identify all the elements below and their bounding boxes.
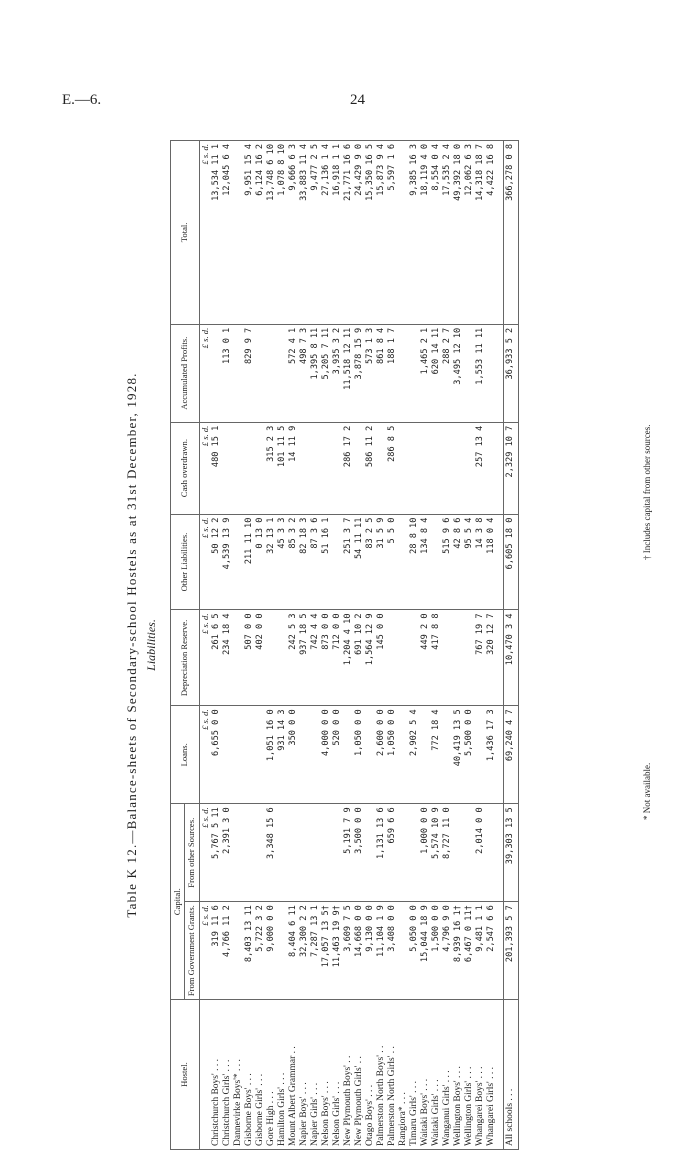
- value-cell: 873 0 0: [321, 610, 332, 706]
- value-cell: [332, 804, 343, 902]
- value-cell: 12,045 6 4: [222, 141, 233, 325]
- value-cell: 118 0 4: [486, 514, 497, 610]
- value-cell: 286 17 2: [343, 422, 354, 514]
- value-cell: 9,385 16 3: [409, 141, 420, 325]
- value-cell: 586 11 2: [365, 422, 376, 514]
- value-cell: [277, 804, 288, 902]
- value-cell: [233, 514, 244, 610]
- value-cell: 320 12 7: [486, 610, 497, 706]
- value-cell: 83 2 5: [365, 514, 376, 610]
- value-cell: 350 0 0: [288, 706, 299, 804]
- value-cell: [398, 902, 409, 1000]
- col-other-liabilities-header: Other Liabilities.: [171, 514, 200, 610]
- value-cell: [486, 324, 497, 422]
- value-cell: [431, 514, 442, 610]
- hostel-name: All schools . . .: [503, 1000, 518, 1150]
- hostel-name: Gisborne Girls' . . .: [255, 1000, 266, 1150]
- hostel-name: Hamilton Girls' . . .: [277, 1000, 288, 1150]
- value-cell: 402 0 0: [255, 610, 266, 706]
- units-row: [199, 141, 211, 1150]
- value-cell: 520 0 0: [332, 706, 343, 804]
- value-cell: 14 3 8: [475, 514, 486, 610]
- value-cell: 572 4 1: [288, 324, 299, 422]
- value-cell: 8,727 11 0: [442, 804, 453, 902]
- value-cell: 498 7 3: [299, 324, 310, 422]
- value-cell: [486, 804, 497, 902]
- value-cell: 8,403 13 11: [244, 902, 255, 1000]
- table-row: [299, 141, 310, 1150]
- value-cell: 40,419 13 5: [453, 706, 464, 804]
- hostel-name: Napier Girls' . . .: [310, 1000, 321, 1150]
- value-cell: 21,771 16 6: [343, 141, 354, 325]
- value-cell: 286 8 5: [387, 422, 398, 514]
- value-cell: [475, 706, 486, 804]
- value-cell: 861 8 4: [376, 324, 387, 422]
- hostel-name: Wellington Girls' . . .: [464, 1000, 475, 1150]
- value-cell: [222, 422, 233, 514]
- value-cell: 2,014 0 0: [475, 804, 486, 902]
- table-row: [453, 141, 464, 1150]
- hostel-name: Christchurch Boys' . . .: [211, 1000, 222, 1150]
- value-cell: [387, 610, 398, 706]
- value-cell: 5 5 0: [387, 514, 398, 610]
- value-cell: 85 3 2: [288, 514, 299, 610]
- value-cell: 417 8 8: [431, 610, 442, 706]
- value-cell: 3,348 15 6: [266, 804, 277, 902]
- value-cell: [266, 324, 277, 422]
- value-cell: [277, 324, 288, 422]
- unit-cell: £ s. d.: [199, 141, 211, 325]
- value-cell: 113 0 1: [222, 324, 233, 422]
- rotated-table-block: [110, 140, 670, 1150]
- value-cell: 1,078 8 10: [277, 141, 288, 325]
- value-cell: [442, 422, 453, 514]
- value-cell: 5,597 1 6: [387, 141, 398, 325]
- hostel-name: Gisborne Boys' . . .: [244, 1000, 255, 1150]
- value-cell: 49,392 18 0: [453, 141, 464, 325]
- value-cell: 3,495 12 10: [453, 324, 464, 422]
- value-cell: [310, 422, 321, 514]
- value-cell: [233, 422, 244, 514]
- value-cell: [398, 324, 409, 422]
- hostel-name: Christchurch Girls' . . .: [222, 1000, 233, 1150]
- unit-cell: £ s. d.: [199, 610, 211, 706]
- hostel-name: Gore High . . .: [266, 1000, 277, 1150]
- value-cell: 3,500 0 0: [354, 804, 365, 902]
- value-cell: 39,303 13 5: [503, 804, 518, 902]
- value-cell: [365, 706, 376, 804]
- value-cell: 45 3 3: [277, 514, 288, 610]
- value-cell: [233, 141, 244, 325]
- table-row: [233, 141, 244, 1150]
- value-cell: 288 2 7: [442, 324, 453, 422]
- value-cell: [431, 422, 442, 514]
- value-cell: 1,465 2 1: [420, 324, 431, 422]
- value-cell: [255, 324, 266, 422]
- document-reference: E.—6.: [62, 92, 102, 108]
- value-cell: [233, 324, 244, 422]
- value-cell: [211, 324, 222, 422]
- value-cell: 767 19 7: [475, 610, 486, 706]
- value-cell: 234 18 4: [222, 610, 233, 706]
- value-cell: 188 1 7: [387, 324, 398, 422]
- table-row: [431, 141, 442, 1150]
- table-row: [277, 141, 288, 1150]
- value-cell: 10,470 3 4: [503, 610, 518, 706]
- hostel-name: Mount Albert Grammar . .: [288, 1000, 299, 1150]
- value-cell: 6,605 18 0: [503, 514, 518, 610]
- table-row: [255, 141, 266, 1150]
- value-cell: [464, 804, 475, 902]
- value-cell: 242 5 3: [288, 610, 299, 706]
- hostel-name: Otago Boys' . . .: [365, 1000, 376, 1150]
- col-cash-overdrawn-header: Cash overdrawn.: [171, 422, 200, 514]
- value-cell: 4,766 11 2: [222, 902, 233, 1000]
- hostel-name: Waitaki Girls' . . .: [431, 1000, 442, 1150]
- value-cell: [409, 610, 420, 706]
- value-cell: [398, 514, 409, 610]
- table-title: Table K 12.—Balance-sheets of Secondary-school Hostels as at 31st December, 1928.: [124, 372, 139, 918]
- value-cell: 33,883 11 4: [299, 141, 310, 325]
- unit-cell: £ s. d.: [199, 514, 211, 610]
- value-cell: [233, 804, 244, 902]
- value-cell: [277, 610, 288, 706]
- value-cell: 712 0 0: [332, 610, 343, 706]
- value-cell: [244, 706, 255, 804]
- value-cell: [244, 422, 255, 514]
- value-cell: 3,935 3 2: [332, 324, 343, 422]
- value-cell: 931 14 3: [277, 706, 288, 804]
- table-row: [464, 141, 475, 1150]
- table-row: [354, 141, 365, 1150]
- value-cell: [244, 804, 255, 902]
- col-gov-grants-header: From Government Grants.: [185, 902, 199, 1000]
- value-cell: 31 5 9: [376, 514, 387, 610]
- value-cell: 1,204 4 10: [343, 610, 354, 706]
- value-cell: 3,878 15 9: [354, 324, 365, 422]
- value-cell: 134 8 4: [420, 514, 431, 610]
- value-cell: [321, 422, 332, 514]
- value-cell: 3,609 7 5: [343, 902, 354, 1000]
- hostel-name: Nelson Boys' . . .: [321, 1000, 332, 1150]
- table-row: [420, 141, 431, 1150]
- value-cell: 261 6 5: [211, 610, 222, 706]
- value-cell: [299, 422, 310, 514]
- value-cell: 8,554 0 4: [431, 141, 442, 325]
- value-cell: 315 2 3: [266, 422, 277, 514]
- value-cell: 14 11 9: [288, 422, 299, 514]
- hostel-name: Whangarei Girls' . . .: [486, 1000, 497, 1150]
- value-cell: [255, 706, 266, 804]
- hostel-name: Dannevirke Boys'* . . .: [233, 1000, 244, 1150]
- hostel-name: Wellington Boys' . . .: [453, 1000, 464, 1150]
- value-cell: [321, 804, 332, 902]
- table-row: [442, 141, 453, 1150]
- value-cell: 5,500 0 0: [464, 706, 475, 804]
- total-row: [503, 141, 518, 1150]
- unit-cell: £ s. d.: [199, 324, 211, 422]
- liabilities-table: [170, 140, 519, 1150]
- value-cell: 9,951 15 4: [244, 141, 255, 325]
- value-cell: 507 0 0: [244, 610, 255, 706]
- value-cell: [222, 706, 233, 804]
- value-cell: 14,668 0 0: [354, 902, 365, 1000]
- value-cell: [343, 706, 354, 804]
- unit-cell: £ s. d.: [199, 422, 211, 514]
- value-cell: 15,873 9 4: [376, 141, 387, 325]
- table-row: [365, 141, 376, 1150]
- value-cell: 87 3 6: [310, 514, 321, 610]
- value-cell: 95 5 4: [464, 514, 475, 610]
- value-cell: 5,205 7 11: [321, 324, 332, 422]
- value-cell: 32,300 2 2: [299, 902, 310, 1000]
- table-row: [288, 141, 299, 1150]
- hostel-name: Timaru Girls' . . .: [409, 1000, 420, 1150]
- value-cell: 829 9 7: [244, 324, 255, 422]
- table-subtitle: Liabilities.: [144, 619, 158, 671]
- value-cell: [365, 804, 376, 902]
- value-cell: 659 6 6: [387, 804, 398, 902]
- value-cell: [442, 706, 453, 804]
- table-row: [266, 141, 277, 1150]
- value-cell: [255, 422, 266, 514]
- value-cell: 2,902 5 4: [409, 706, 420, 804]
- col-accumulated-profits-header: Accumulated Profits.: [171, 324, 200, 422]
- value-cell: 8,939 16 1†: [453, 902, 464, 1000]
- value-cell: 11,463 19 9†: [332, 902, 343, 1000]
- value-cell: 211 11 10: [244, 514, 255, 610]
- value-cell: 4,000 0 0: [321, 706, 332, 804]
- table-row: [211, 141, 222, 1150]
- value-cell: 251 3 7: [343, 514, 354, 610]
- value-cell: 1,500 0 0: [431, 902, 442, 1000]
- value-cell: 101 11 5: [277, 422, 288, 514]
- value-cell: 6,124 16 2: [255, 141, 266, 325]
- value-cell: 4,539 13 9: [222, 514, 233, 610]
- value-cell: 9,130 0 0: [365, 902, 376, 1000]
- value-cell: 54 11 11: [354, 514, 365, 610]
- value-cell: 691 10 2: [354, 610, 365, 706]
- value-cell: 9,000 0 0: [266, 902, 277, 1000]
- value-cell: 11,104 1 9: [376, 902, 387, 1000]
- value-cell: 1,553 11 11: [475, 324, 486, 422]
- value-cell: 2,391 3 0: [222, 804, 233, 902]
- value-cell: [233, 706, 244, 804]
- value-cell: 1,564 12 9: [365, 610, 376, 706]
- value-cell: 14,318 18 7: [475, 141, 486, 325]
- value-cell: 16,918 1 1: [332, 141, 343, 325]
- value-cell: [398, 706, 409, 804]
- value-cell: 8,404 6 11: [288, 902, 299, 1000]
- value-cell: 5,574 10 9: [431, 804, 442, 902]
- value-cell: [266, 610, 277, 706]
- value-cell: 1,436 17 3: [486, 706, 497, 804]
- footnote-not-available: * Not available.: [642, 762, 652, 820]
- value-cell: [464, 324, 475, 422]
- value-cell: 18,119 4 0: [420, 141, 431, 325]
- value-cell: [398, 141, 409, 325]
- table-row: [376, 141, 387, 1150]
- value-cell: [464, 422, 475, 514]
- value-cell: [233, 902, 244, 1000]
- value-cell: 82 18 3: [299, 514, 310, 610]
- value-cell: 1,050 0 0: [387, 706, 398, 804]
- value-cell: 6,655 0 0: [211, 706, 222, 804]
- table-row: [310, 141, 321, 1150]
- table-row: [409, 141, 420, 1150]
- value-cell: 620 14 11: [431, 324, 442, 422]
- value-cell: 937 18 5: [299, 610, 310, 706]
- hostel-name: Waitaki Boys' . . .: [420, 1000, 431, 1150]
- col-other-sources-header: From other Sources.: [185, 804, 199, 902]
- value-cell: 2,600 0 0: [376, 706, 387, 804]
- value-cell: 1,000 0 0: [420, 804, 431, 902]
- col-depreciation-header: Depreciation Reserve.: [171, 610, 200, 706]
- value-cell: 15,350 16 5: [365, 141, 376, 325]
- hostel-name: New Plymouth Boys' . .: [343, 1000, 354, 1150]
- value-cell: 6,467 0 11†: [464, 902, 475, 1000]
- value-cell: 1,050 0 0: [354, 706, 365, 804]
- footnote-other-sources: † Includes capital from other sources.: [642, 424, 652, 560]
- value-cell: 11,518 12 11: [343, 324, 354, 422]
- value-cell: [453, 804, 464, 902]
- value-cell: 1,051 16 0: [266, 706, 277, 804]
- table-row: [486, 141, 497, 1150]
- value-cell: [398, 422, 409, 514]
- value-cell: [409, 422, 420, 514]
- value-cell: 257 13 4: [475, 422, 486, 514]
- value-cell: 24,429 9 0: [354, 141, 365, 325]
- value-cell: 12,062 6 3: [464, 141, 475, 325]
- table-row: [398, 141, 409, 1150]
- page-number: 24: [350, 92, 365, 108]
- value-cell: 4,796 9 0: [442, 902, 453, 1000]
- value-cell: 9,477 2 5: [310, 141, 321, 325]
- value-cell: 15,044 18 9: [420, 902, 431, 1000]
- col-capital-header: Capital.: [171, 804, 185, 1000]
- value-cell: 17,535 2 4: [442, 141, 453, 325]
- hostel-name: New Plymouth Girls' . .: [354, 1000, 365, 1150]
- value-cell: 449 2 0: [420, 610, 431, 706]
- value-cell: [376, 422, 387, 514]
- value-cell: [255, 804, 266, 902]
- value-cell: 36,933 5 2: [503, 324, 518, 422]
- col-total-header: Total.: [171, 141, 200, 325]
- value-cell: 5,191 7 9: [343, 804, 354, 902]
- value-cell: 772 18 4: [431, 706, 442, 804]
- table-row: [321, 141, 332, 1150]
- hostel-name: Napier Boys' . . .: [299, 1000, 310, 1150]
- hostel-name: Palmerston North Boys' . .: [376, 1000, 387, 1150]
- value-cell: 145 0 0: [376, 610, 387, 706]
- value-cell: 2,329 10 7: [503, 422, 518, 514]
- value-cell: 1,131 13 6: [376, 804, 387, 902]
- value-cell: 9,666 6 3: [288, 141, 299, 325]
- value-cell: 42 8 6: [453, 514, 464, 610]
- col-loans-header: Loans.: [171, 706, 200, 804]
- value-cell: 5,767 5 11: [211, 804, 222, 902]
- value-cell: 515 9 6: [442, 514, 453, 610]
- value-cell: [277, 902, 288, 1000]
- table-row: [332, 141, 343, 1150]
- value-cell: [299, 804, 310, 902]
- value-cell: [398, 610, 409, 706]
- value-cell: 201,393 5 7: [503, 902, 518, 1000]
- unit-cell: £ s. d.: [199, 706, 211, 804]
- value-cell: [420, 422, 431, 514]
- value-cell: [453, 422, 464, 514]
- value-cell: [332, 514, 343, 610]
- value-cell: 480 15 1: [211, 422, 222, 514]
- value-cell: 3,408 0 0: [387, 902, 398, 1000]
- value-cell: 7,287 13 1: [310, 902, 321, 1000]
- unit-cell: £ s. d.: [199, 902, 211, 1000]
- value-cell: 5,050 0 0: [409, 902, 420, 1000]
- value-cell: [420, 706, 431, 804]
- table-row: [244, 141, 255, 1150]
- value-cell: 69,240 4 7: [503, 706, 518, 804]
- table-row: [222, 141, 233, 1150]
- value-cell: 50 12 2: [211, 514, 222, 610]
- value-cell: 319 11 6: [211, 902, 222, 1000]
- value-cell: [486, 422, 497, 514]
- hostel-name: Rangiora* . . .: [398, 1000, 409, 1150]
- value-cell: [464, 610, 475, 706]
- value-cell: [233, 610, 244, 706]
- table-row: [343, 141, 354, 1150]
- value-cell: 27,136 1 4: [321, 141, 332, 325]
- value-cell: 32 13 1: [266, 514, 277, 610]
- value-cell: [310, 706, 321, 804]
- value-cell: [332, 422, 343, 514]
- value-cell: [442, 610, 453, 706]
- value-cell: 742 4 4: [310, 610, 321, 706]
- value-cell: [409, 324, 420, 422]
- hostel-name: Nelson Girls' . . .: [332, 1000, 343, 1150]
- col-hostel-header: Hostel.: [171, 1000, 200, 1150]
- unit-cell: £ s. d.: [199, 804, 211, 902]
- value-cell: 573 1 3: [365, 324, 376, 422]
- value-cell: [288, 804, 299, 902]
- value-cell: 28 8 10: [409, 514, 420, 610]
- value-cell: [453, 610, 464, 706]
- hostel-name: Whangarei Boys' . . .: [475, 1000, 486, 1150]
- value-cell: [398, 804, 409, 902]
- value-cell: 1,395 8 11: [310, 324, 321, 422]
- table-row: [387, 141, 398, 1150]
- hostel-name: Palmerston North Girls' . .: [387, 1000, 398, 1150]
- value-cell: 366,278 0 8: [503, 141, 518, 325]
- value-cell: [310, 804, 321, 902]
- hostel-name: Wanganui Girls' . . .: [442, 1000, 453, 1150]
- value-cell: 2,547 6 6: [486, 902, 497, 1000]
- value-cell: [409, 804, 420, 902]
- value-cell: 13,748 6 10: [266, 141, 277, 325]
- value-cell: 9,481 1 1: [475, 902, 486, 1000]
- value-cell: 13,534 11 1: [211, 141, 222, 325]
- value-cell: 4,422 16 8: [486, 141, 497, 325]
- value-cell: 5,722 3 2: [255, 902, 266, 1000]
- value-cell: 0 13 0: [255, 514, 266, 610]
- table-row: [475, 141, 486, 1150]
- value-cell: 51 16 1: [321, 514, 332, 610]
- value-cell: [354, 422, 365, 514]
- value-cell: [299, 706, 310, 804]
- value-cell: 17,057 13 5†: [321, 902, 332, 1000]
